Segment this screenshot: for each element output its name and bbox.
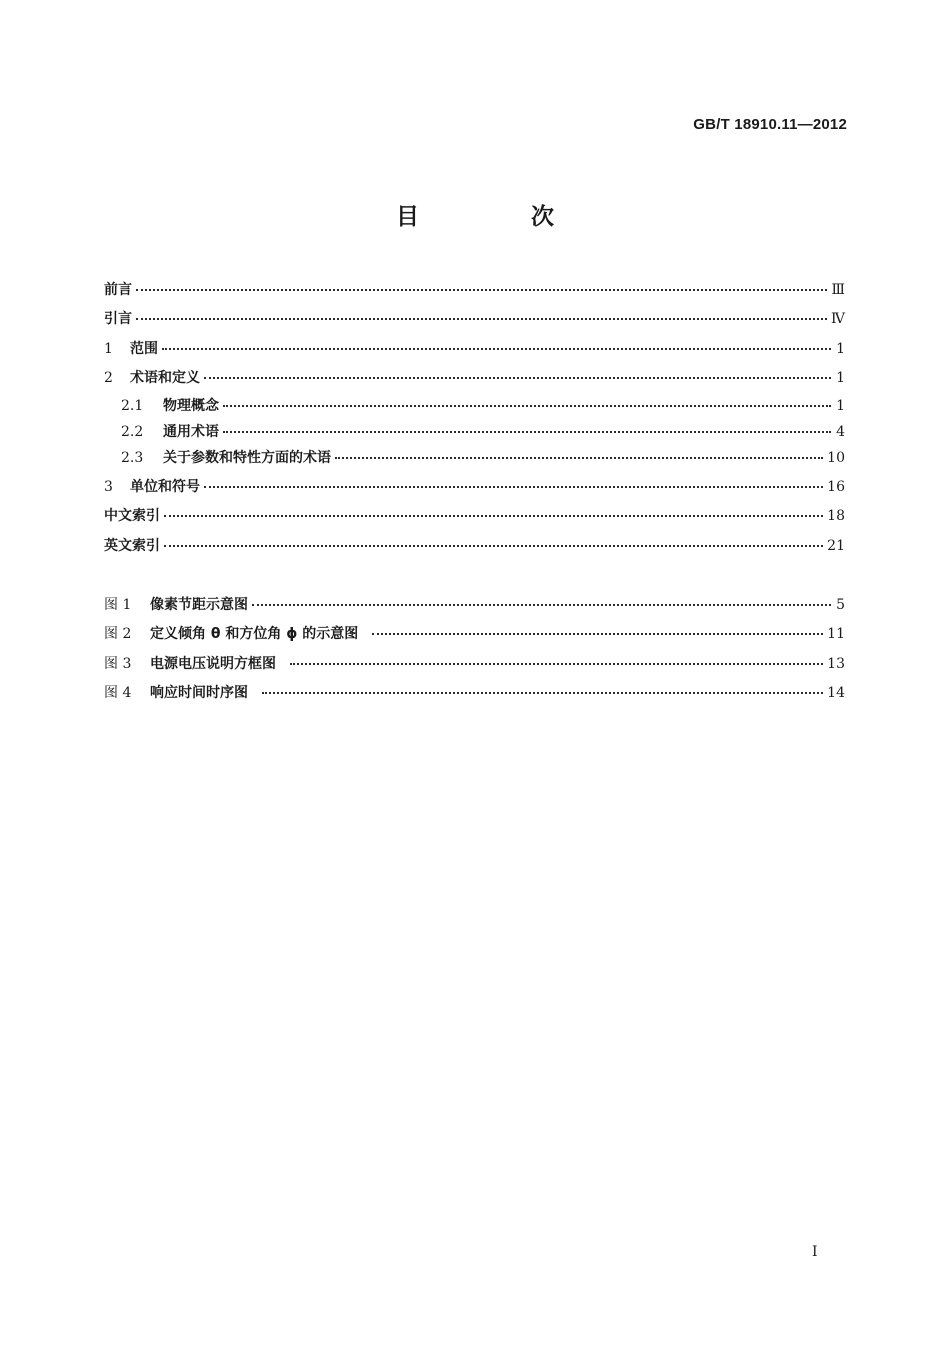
toc-entry-label: 引言 (104, 311, 132, 327)
toc-entry-parameter-terms[interactable] (121, 447, 845, 467)
toc-entry-label: 单位和符号 (130, 479, 200, 495)
figure-entry-page: 13 (827, 656, 845, 672)
dot-leader (164, 514, 823, 517)
toc-entry-units-symbols[interactable] (104, 476, 845, 496)
toc-entry-page: 1 (836, 398, 845, 414)
dot-leader (223, 404, 831, 407)
toc-entry-label: 通用术语 (163, 424, 219, 440)
figure-entry-1[interactable] (104, 594, 845, 614)
toc-entry-number: 3 (104, 479, 113, 495)
toc-entry-number: 2.1 (121, 398, 144, 414)
toc-entry-label: 范围 (130, 341, 158, 357)
dot-leader (164, 544, 823, 547)
figure-entry-label: 响应时间时序图 (150, 685, 248, 701)
toc-entry-scope[interactable] (104, 338, 845, 358)
toc-entry-page: 1 (836, 341, 845, 357)
figure-entry-number: 图 3 (104, 656, 132, 672)
toc-entry-english-index[interactable] (104, 535, 845, 555)
toc-entry-label: 英文索引 (104, 538, 160, 554)
figure-entry-3[interactable] (104, 653, 845, 673)
toc-title: 目 次 (395, 204, 606, 230)
figure-entry-2[interactable] (104, 623, 845, 643)
standard-code: GB/T 18910.11—2012 (693, 116, 847, 133)
toc-entry-physical-concepts[interactable] (121, 395, 845, 415)
toc-entry-page: 10 (827, 450, 845, 466)
toc-entry-number: 2.3 (121, 450, 144, 466)
toc-entry-page: 21 (827, 538, 845, 554)
toc-entry-page: Ⅲ (831, 282, 845, 298)
toc-entry-general-terms[interactable] (121, 421, 845, 441)
toc-entry-page: 16 (827, 479, 845, 495)
dot-leader (204, 376, 831, 379)
figure-entry-number: 图 2 (104, 626, 132, 642)
dot-leader (252, 603, 831, 606)
dot-leader (223, 430, 831, 433)
dot-leader (262, 691, 823, 694)
dot-leader (290, 662, 823, 665)
toc-entry-label: 物理概念 (163, 398, 219, 414)
dot-leader (136, 288, 827, 291)
toc-entry-label: 术语和定义 (130, 370, 200, 386)
figure-entry-number: 图 4 (104, 685, 132, 701)
toc-entry-foreword[interactable] (104, 279, 845, 299)
figure-entry-4[interactable] (104, 682, 845, 702)
toc-entry-label: 前言 (104, 282, 132, 298)
figure-entry-number: 图 1 (104, 597, 132, 613)
dot-leader (162, 347, 831, 350)
figure-entry-label: 电源电压说明方框图 (150, 656, 276, 672)
toc-entry-chinese-index[interactable] (104, 505, 845, 525)
dot-leader (372, 632, 823, 635)
dot-leader (136, 317, 827, 320)
toc-entry-label: 中文索引 (104, 508, 160, 524)
figure-entry-page: 11 (827, 626, 845, 642)
dot-leader (204, 485, 823, 488)
figure-entry-label: 像素节距示意图 (150, 597, 248, 613)
toc-entry-number: 1 (104, 341, 113, 357)
toc-entry-page: 4 (836, 424, 845, 440)
figure-entry-page: 14 (827, 685, 845, 701)
toc-entry-page: 1 (836, 370, 845, 386)
figure-entry-label: 定义倾角 θ 和方位角 ϕ 的示意图 (150, 626, 359, 642)
page-number: I (812, 1244, 818, 1260)
figure-entry-page: 5 (836, 597, 845, 613)
toc-entry-number: 2 (104, 370, 113, 386)
toc-entry-page: 18 (827, 508, 845, 524)
dot-leader (335, 456, 823, 459)
toc-entry-page: Ⅳ (831, 311, 845, 327)
toc-entry-introduction[interactable] (104, 308, 845, 328)
toc-entry-number: 2.2 (121, 424, 144, 440)
toc-entry-label: 关于参数和特性方面的术语 (163, 450, 331, 466)
toc-entry-terms-definitions[interactable] (104, 367, 845, 387)
